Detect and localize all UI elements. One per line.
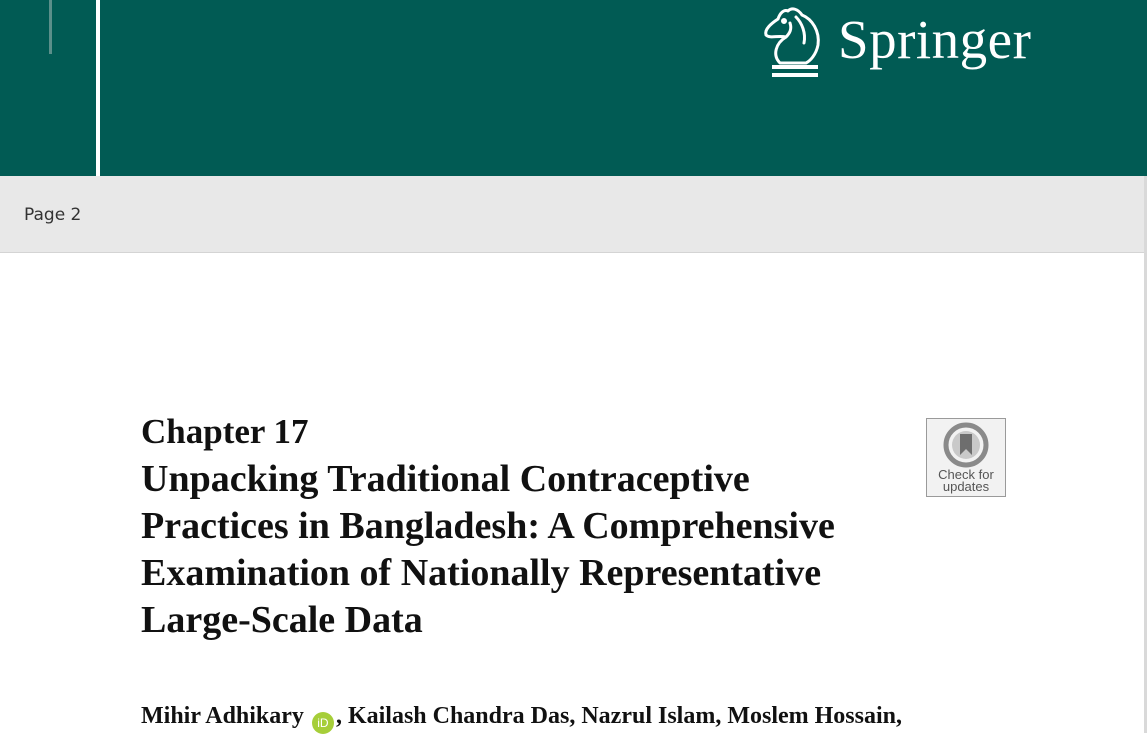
- book-cover-header: [0, 0, 1147, 176]
- check-for-updates-label: Check for updates: [938, 467, 994, 494]
- chapter-title-line: Practices in Bangladesh: A Comprehensive: [141, 505, 835, 547]
- other-authors: , Kailash Chandra Das, Nazrul Islam, Moslem Hossain,: [335, 703, 902, 729]
- cover-decorative-bar: [96, 0, 100, 176]
- chapter-title-line: Unpacking Traditional Contraceptive: [141, 458, 750, 500]
- cover-decorative-rule: [49, 0, 52, 54]
- chapter-number: Chapter 17: [141, 412, 309, 451]
- publisher-name: Springer: [838, 8, 1032, 70]
- springer-horse-logo-icon: [762, 5, 824, 79]
- orcid-icon[interactable]: iD: [312, 712, 334, 734]
- chapter-title: [141, 456, 931, 644]
- check-for-updates-button[interactable]: [926, 418, 1006, 497]
- chapter-heading: [141, 410, 931, 644]
- springer-logo: [762, 4, 1031, 80]
- page-indicator-bar: [0, 176, 1147, 253]
- first-author: Mihir Adhikary: [141, 703, 304, 729]
- chapter-title-line: Examination of Nationally Representative: [141, 552, 822, 594]
- crossmark-bookmark-icon: [943, 422, 989, 468]
- author-list: [141, 700, 1041, 734]
- chapter-title-line: Large-Scale Data: [141, 599, 423, 641]
- page-number-label: Page 2: [24, 205, 82, 225]
